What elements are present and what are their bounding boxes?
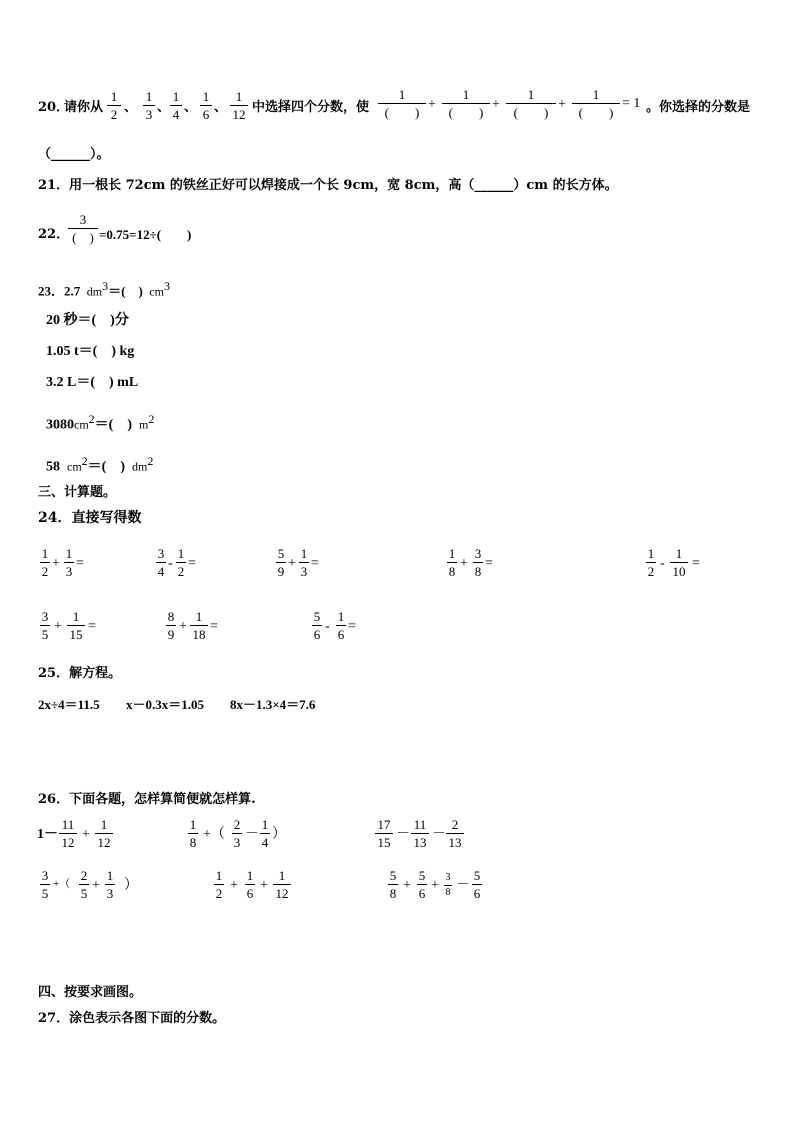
q22-number: 22． <box>38 227 70 242</box>
q20-choice-fraction: 1 4 <box>170 90 182 121</box>
q23-line-1: 23．2.7 $dm^3=$( ) $cm^3$ <box>38 279 170 299</box>
q22-tail: =0.75=12÷( ) <box>99 227 192 242</box>
q20-choice-fraction: 1 2 <box>107 90 121 121</box>
equals-one: = 1 <box>622 96 641 111</box>
q20-blank-fraction: 1 ( ) <box>378 88 426 119</box>
q27-title: 27．涂色表示各图下面的分数。 <box>38 1011 226 1026</box>
comma: 、 <box>214 100 228 115</box>
q20-blank-fraction: 1 ( ) <box>442 88 490 119</box>
section-3-title: 三、计算题。 <box>38 485 117 500</box>
q23-line-6: 58 $cm^2=$( ) $dm^2$ <box>46 454 154 475</box>
q20-suffix: 。你选择的分数是 <box>646 100 751 115</box>
plus-sign: + <box>558 97 566 112</box>
q20-prefix: 请你从 <box>64 100 104 115</box>
q20-choice-fraction: 1 12 <box>230 90 248 121</box>
q21-text: 21．用一根长 72cm 的铁丝正好可以焊接成一个长 9cm，宽 8cm，高（______）cm 的长方体。 <box>38 178 618 193</box>
q24-title: 24．直接写得数 <box>38 510 142 526</box>
q25-equation: x－0.3x＝1.05 <box>126 697 205 712</box>
q20-blank-fraction: 1 ( ) <box>572 88 620 119</box>
q23-line-2: 20 秒＝( )分 <box>46 313 129 328</box>
q25-equation: 8x－1.3×4＝7.6 <box>230 697 316 712</box>
q22-fraction: 3 ( ) <box>68 213 98 244</box>
comma: 、 <box>124 100 138 115</box>
q20-choice-fraction: 1 6 <box>200 90 212 121</box>
q20-answer-line: （______）。 <box>38 147 110 162</box>
q20-choice-fraction: 1 3 <box>143 90 155 121</box>
q23-line-4: 3.2 L＝( ) mL <box>46 375 139 390</box>
q25-equation: 2x÷4＝11.5 <box>38 697 100 712</box>
comma: 、 <box>184 100 198 115</box>
q20-blank-fraction: 1 ( ) <box>506 88 556 119</box>
plus-sign: + <box>428 97 436 112</box>
q20-number: 20． <box>38 100 70 115</box>
section-4-title: 四、按要求画图。 <box>38 985 143 1000</box>
comma: 、 <box>157 100 171 115</box>
q23-line-5: $3080cm^2=$( ) $m^2$ <box>46 412 155 433</box>
plus-sign: + <box>492 97 500 112</box>
q23-line-3: 1.05 t＝( ) kg <box>46 344 135 359</box>
q26-title: 26．下面各题，怎样算简便就怎样算. <box>38 792 256 807</box>
q25-title: 25．解方程。 <box>38 666 122 681</box>
q20-middle: 中选择四个分数，使 <box>252 100 370 115</box>
